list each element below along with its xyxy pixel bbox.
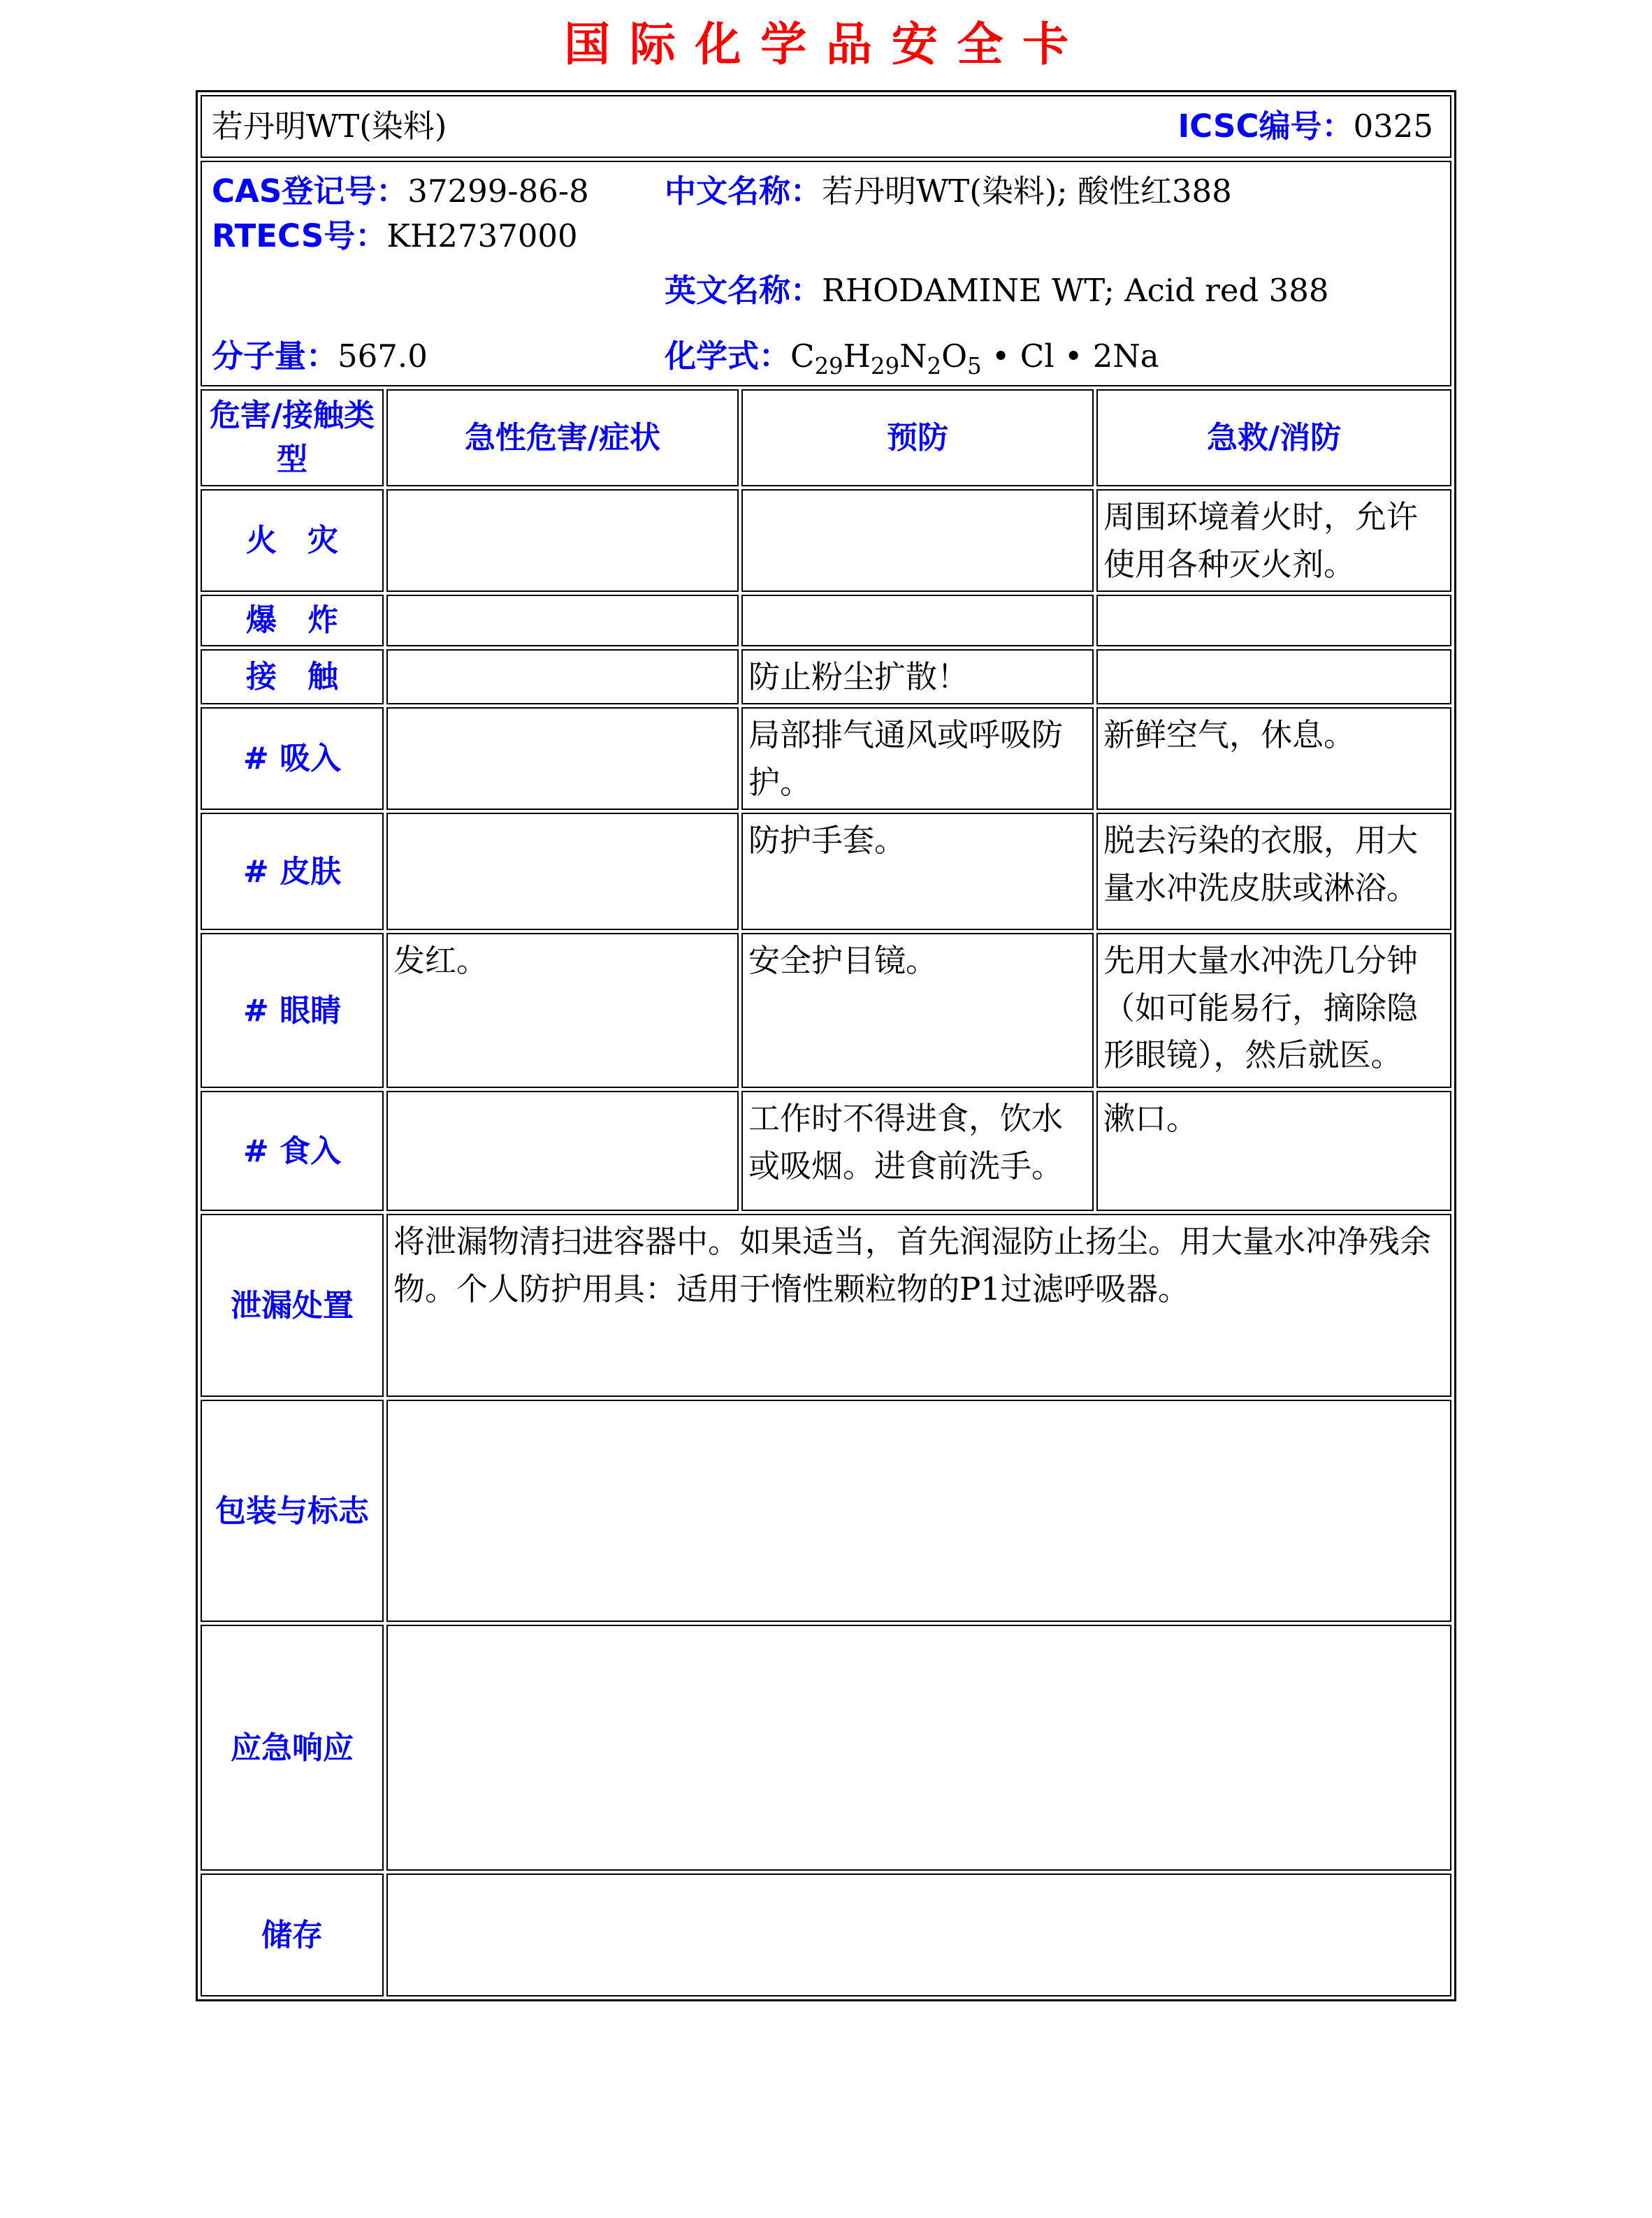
packaging-content [386, 1400, 1451, 1622]
cas-value: 37299-86-8 [407, 173, 589, 210]
packaging-row [201, 1400, 1451, 1622]
icsc-number-label: ICSC编号： [1178, 108, 1354, 145]
cas-number [212, 169, 665, 214]
spillage-label: 泄漏处置 [201, 1214, 384, 1397]
storage-label: 储存 [201, 1873, 384, 1996]
icsc-table [196, 90, 1456, 2001]
substance-name: 若丹明WT(染料) [211, 108, 447, 145]
fire-label: 火 灾 [201, 489, 384, 592]
emergency-label: 应急响应 [201, 1625, 384, 1871]
ingestion-row [201, 1091, 1451, 1211]
chinese-name [665, 169, 1442, 214]
contact-response [1096, 649, 1451, 705]
chemical-formula [665, 334, 1442, 382]
emergency-row [201, 1625, 1451, 1871]
icsc-number-value: 0325 [1353, 108, 1434, 145]
storage-row [201, 1873, 1451, 1996]
eyes-symptoms: 发红。 [386, 933, 739, 1088]
rtecs-number [212, 214, 665, 259]
inhalation-prevention: 局部排气通风或呼吸防护。 [741, 707, 1094, 810]
skin-response: 脱去污染的衣服，用大量水冲洗皮肤或淋浴。 [1096, 813, 1451, 930]
eyes-prevention: 安全护目镜。 [741, 933, 1094, 1088]
contact-label: 接 触 [201, 649, 384, 705]
explosion-label: 爆 炸 [201, 595, 384, 646]
identifiers-row [201, 161, 1451, 386]
page-title: 国际化学品安全卡 [564, 17, 1088, 71]
inhalation-label: # 吸入 [201, 707, 384, 810]
contact-row [201, 649, 1451, 705]
storage-content [386, 1873, 1451, 1996]
chemical-formula-label: 化学式： [664, 337, 790, 375]
molecular-weight-label: 分子量： [211, 337, 338, 375]
english-name-value: RHODAMINE WT; Acid red 388 [822, 271, 1329, 309]
identifiers-cell [201, 161, 1451, 386]
explosion-row [201, 595, 1451, 646]
inhalation-response: 新鲜空气，休息。 [1096, 707, 1451, 810]
eyes-response: 先用大量水冲洗几分钟（如可能易行，摘除隐形眼镜），然后就医。 [1096, 933, 1451, 1088]
rtecs-value: KH2737000 [386, 217, 578, 254]
spillage-content: 将泄漏物清扫进容器中。如果适当，首先润湿防止扬尘。用大量水冲净残余物。个人防护用具：适用于惰性颗粒物的P1过滤呼吸器。 [386, 1214, 1451, 1397]
inhalation-symptoms [386, 707, 739, 810]
fire-prevention [741, 489, 1094, 592]
molecular-weight-value: 567.0 [338, 337, 428, 375]
molecular-weight [212, 334, 665, 382]
header-first-aid: 急救/消防 [1096, 389, 1451, 487]
skin-label: # 皮肤 [201, 813, 384, 930]
contact-prevention: 防止粉尘扩散！ [741, 649, 1094, 705]
chinese-name-value: 若丹明WT(染料); 酸性红388 [822, 173, 1232, 210]
ingestion-prevention: 工作时不得进食，饮水或吸烟。进食前洗手。 [741, 1091, 1094, 1211]
explosion-prevention [741, 595, 1094, 646]
ingestion-symptoms [386, 1091, 739, 1211]
spillage-row [201, 1214, 1451, 1397]
rtecs-label: RTECS号： [211, 217, 387, 254]
ingestion-response: 漱口。 [1096, 1091, 1451, 1211]
skin-prevention: 防护手套。 [741, 813, 1094, 930]
hazard-header-row [201, 389, 1451, 487]
substance-name-row [201, 95, 1451, 158]
eyes-row [201, 933, 1451, 1088]
chemical-formula-value: $C_{29}H_{29}N_2O_5$ • Cl • 2Na [790, 337, 1159, 379]
english-name [665, 268, 1442, 313]
explosion-response [1096, 595, 1451, 646]
substance-name-cell [201, 95, 1451, 158]
english-name-label: 英文名称： [664, 271, 822, 309]
skin-symptoms [386, 813, 739, 930]
eyes-label: # 眼睛 [201, 933, 384, 1088]
explosion-symptoms [386, 595, 739, 646]
header-acute-symptoms: 急性危害/症状 [386, 389, 739, 487]
emergency-content [386, 1625, 1451, 1871]
packaging-label: 包装与标志 [201, 1400, 384, 1622]
contact-symptoms [386, 649, 739, 705]
fire-response: 周围环境着火时，允许使用各种灭火剂。 [1096, 489, 1451, 592]
icsc-number [1178, 103, 1433, 150]
ingestion-label: # 食入 [201, 1091, 384, 1211]
inhalation-row [201, 707, 1451, 810]
fire-symptoms [386, 489, 739, 592]
fire-row [201, 489, 1451, 592]
header-hazard-type: 危害/接触类型 [201, 389, 384, 487]
chinese-name-label: 中文名称： [664, 173, 822, 210]
skin-row [201, 813, 1451, 930]
header-prevention: 预防 [741, 389, 1094, 487]
cas-label: CAS登记号： [211, 173, 408, 210]
